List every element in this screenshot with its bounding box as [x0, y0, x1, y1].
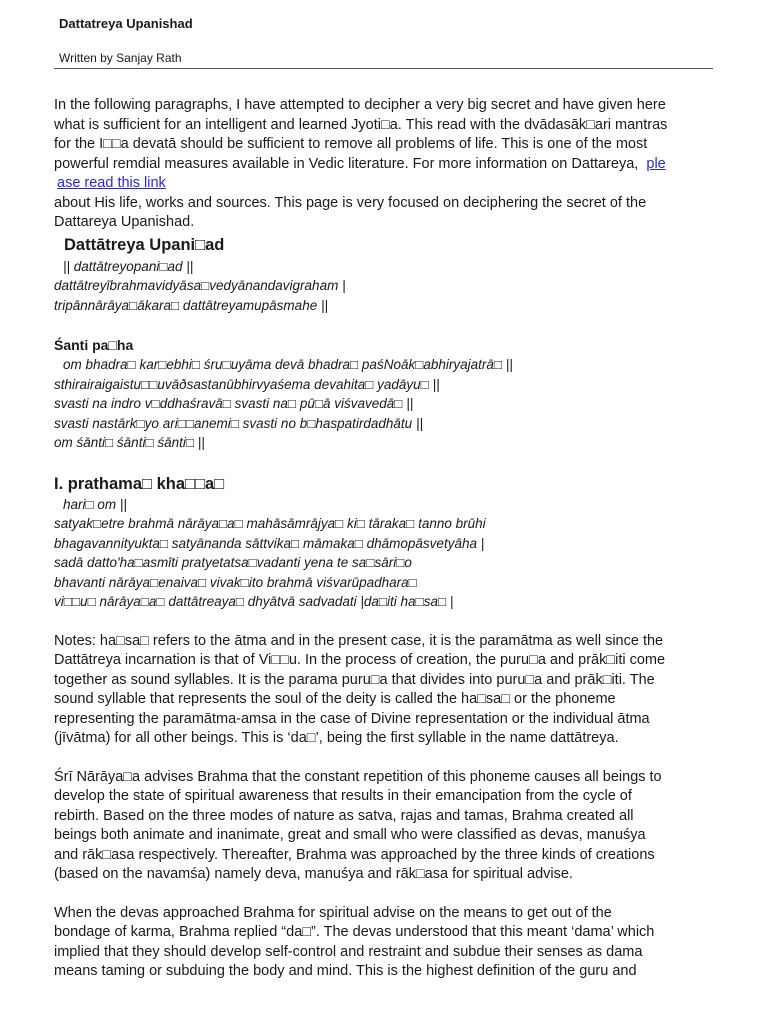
verse-line: vi□□u□ nārāya□a□ dattātreaya□ dhyātvā sadvadati |da□iti ha□sa□ |	[54, 594, 454, 609]
verse-line: sthirairaigaistu□□uvāðsastanūbhirvyaśema devahita□ yadāyu□ ||	[54, 376, 440, 392]
verse-line: || dattātreyopani□ad ||	[63, 258, 194, 274]
intro-line: Dattareya Upanishad.	[54, 214, 195, 230]
intro-line	[54, 174, 724, 194]
khanda-verse	[54, 495, 724, 612]
paragraph-line: implied that they should develop self-control and restraint and subdue their senses as dama	[54, 943, 643, 960]
shanti-title: Śanti pa□ha	[54, 337, 134, 353]
header-divider	[54, 68, 713, 69]
intro-line: what is sufficient for an intelligent and learned Jyoti□a. This read with the dvādasāk□ari mantras	[54, 116, 668, 133]
paragraph-line: develop the state of spiritual awareness that results in their emancipation from the cycle of	[54, 788, 632, 804]
verse-line: om śānti□ śānti□ śānti□ ||	[54, 435, 205, 450]
read-this-link-part2[interactable]: ase read this link	[57, 175, 166, 191]
verse-line: dattātreyībrahmavidyāsa□vedyānandavigraham |	[54, 278, 346, 293]
intro-line-text: powerful remdial measures available in Vedic literature. For more information on Dattareya,	[54, 155, 639, 172]
paragraph-line: means taming or subduing the body and mind. This is the highest definition of the guru and	[54, 963, 637, 979]
page-header	[59, 14, 714, 65]
verse-line: om bhadra□ kar□ebhi□ śru□uyāma devā bhadra□ paśNoāk□abhiryajatrā□ ||	[63, 357, 513, 372]
intro-line	[54, 155, 724, 175]
khanda-title: I. prathama□ kha□□a□	[54, 474, 225, 493]
article-body	[54, 96, 724, 982]
read-this-link-part1[interactable]: ple	[646, 155, 666, 172]
intro-line: for the I□□a devatā should be sufficient to remove all problems of life. This is one of the most	[54, 136, 648, 152]
notes-line: Notes: ha□sa□ refers to the ātma and in the present case, it is the paramātma as well since the	[54, 632, 664, 649]
verse-line: bhagavannityukta□ satyānanda sāttvika□ māmaka□ dhāmopāsvetyāha |	[54, 535, 485, 551]
paragraph-line: beings both animate and inanimate, great and small who were classified as devas, manuśya	[54, 827, 646, 843]
notes-line: (jīvātma) for all other beings. This is ‘da□’, being the first syllable in the name dattātreya.	[54, 730, 619, 746]
shanti-verse	[54, 355, 724, 453]
sri-narayana-paragraph	[54, 768, 724, 885]
paragraph-line: and rāk□asa respectively. Thereafter, Brahma was approached by the three kinds of creations	[54, 846, 655, 863]
invocation-verse	[54, 257, 724, 316]
verse-line: bhavanti nārāya□enaiva□ vivak□ito brahmā viśvarūpadhara□	[54, 574, 417, 590]
notes-line: representing the paramātma-amsa in the case of Divine representation or the individual ātma	[54, 710, 650, 727]
intro-paragraph	[54, 96, 724, 233]
intro-line: about His life, works and sources. This page is very focused on deciphering the secret of the	[54, 194, 647, 211]
verse-line: hari□ om ||	[63, 496, 127, 512]
notes-line: Dattātreya incarnation is that of Vi□□u. In the process of creation, the puru□a and prāk□iti come	[54, 652, 666, 668]
notes-paragraph	[54, 632, 724, 749]
paragraph-line: Śrī Nārāya□a advises Brahma that the constant repetition of this phoneme causes all beings to	[54, 768, 662, 785]
section-title: Dattātreya Upani□ad	[64, 235, 225, 254]
notes-line: together as sound syllables. It is the parama puru□a that divides into puru□a and prāk□iti. The	[54, 671, 655, 688]
paragraph-line: bondage of karma, Brahma replied “da□”. The devas understood that this meant ‘dama’ which	[54, 924, 655, 940]
notes-line: sound syllable that represents the soul of the deity is called the ha□sa□ or the phoneme	[54, 691, 616, 707]
paragraph-line: When the devas approached Brahma for spiritual advise on the means to get out of the	[54, 904, 612, 921]
verse-line: svasti na indro v□ddhaśravā□ svasti na□ pū□ā viśvavedā□ ||	[54, 396, 414, 411]
verse-line: sadā datto'ha□asmīti pratyetatsa□vadanti yena te sa□sāri□o	[54, 555, 412, 570]
intro-line: In the following paragraphs, I have attempted to decipher a very big secret and have given here	[54, 97, 666, 113]
author-line: Written by Sanjay Rath	[59, 51, 182, 65]
verse-line: tripānnārāya□ākara□ dattātreyamupāsmahe ||	[54, 297, 328, 313]
paragraph-line: (based on the navamśa) namely deva, manuśya and rāk□asa for spiritual advise.	[54, 866, 573, 882]
verse-line: svasti nastārk□yo ari□□anemi□ svasti no b□haspatirdadhātu ||	[54, 415, 423, 431]
document-title: Dattatreya Upanishad	[59, 16, 193, 31]
devas-paragraph	[54, 904, 724, 982]
verse-line: satyak□etre brahmā nārāya□a□ mahāsāmrājya□ ki□ tāraka□ tanno brūhi	[54, 516, 486, 531]
paragraph-line: rebirth. Based on the three modes of nature as satva, rajas and tamas, Brahma created all	[54, 807, 634, 824]
